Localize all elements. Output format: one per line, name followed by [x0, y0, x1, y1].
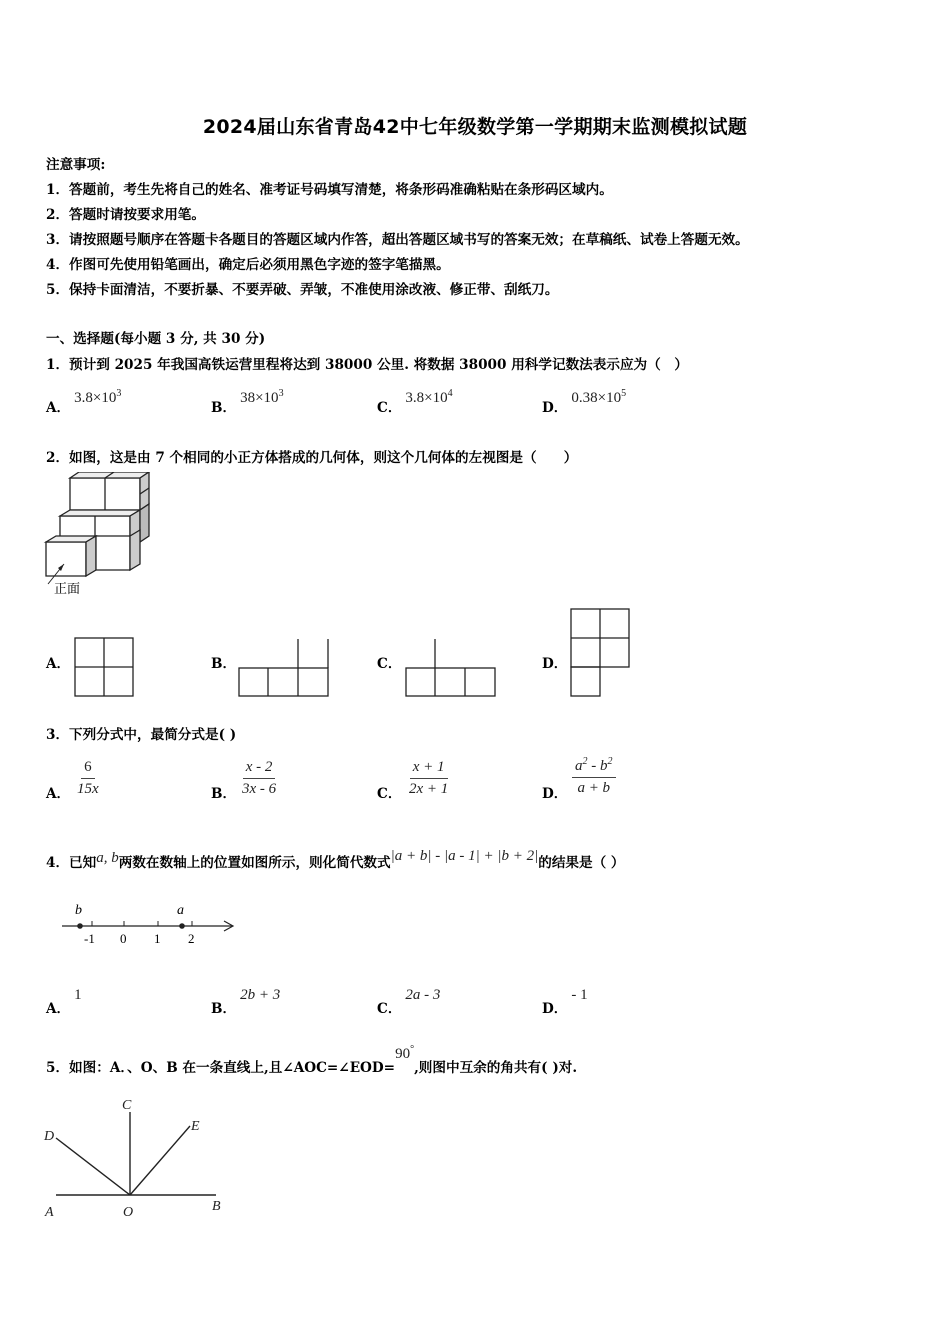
notice-item: 4．作图可先使用铅笔画出，确定后必须用黑色字迹的签字笔描黑。 — [46, 257, 450, 273]
q3-option-c-label: C． — [377, 786, 402, 802]
q4-option-b: $_{B.}$2b + 3 — [211, 987, 281, 1017]
q1-option-c: $_{C.}3.8\times 10^4$ — [377, 388, 453, 416]
front-label: 正面 — [54, 582, 81, 597]
q2-option-b-label: B． — [211, 656, 237, 672]
point-b-label: b — [75, 903, 82, 918]
q3-option-c-fraction: $\frac{x + 1}{2x + 1}$ — [409, 759, 449, 797]
question-1-stem: 1．预计到 2025 年我国高铁运营里程将达到 38000 公里. 将数据 38000 用科学记数法表示应为（ ） — [46, 357, 688, 373]
point-b-dot — [77, 923, 83, 929]
notice-item: 1．答题前，考生先将自己的姓名、准考证号码填写清楚，将条形码准确粘贴在条形码区域内。 — [46, 182, 613, 198]
q3-option-a-fraction: $\frac{6}{15x}$ — [77, 759, 99, 797]
angle-figure — [40, 1092, 240, 1222]
q3-option-d-label: D． — [542, 786, 568, 802]
q2-option-c-view — [405, 638, 497, 698]
notice-item: 5．保持卡面清洁，不要折暴、不要弄破、弄皱，不准使用涂改液、修正带、刮纸刀。 — [46, 282, 559, 298]
q1-option-d: $_{D.}0.38\times 10^5$ — [542, 388, 627, 416]
question-3-stem: 3．下列分式中，最简分式是( ) — [46, 727, 237, 743]
q4-option-d: $_{D.}$- 1 — [542, 987, 588, 1017]
tick-label: 2 — [188, 931, 195, 946]
q2-option-d-label: D． — [542, 656, 568, 672]
q3-option-b-label: B． — [211, 786, 237, 802]
q1-option-b: $_{B.}38\times 10^3$ — [211, 388, 284, 416]
notice-heading: 注意事项: — [46, 157, 106, 173]
q2-option-a-label: A． — [46, 656, 71, 672]
point-a-dot — [179, 923, 185, 929]
page-title: 2024届山东省青岛42中七年级数学第一学期期末监测模拟试题 — [202, 116, 748, 138]
q3-option-d-fraction: $\frac{a^2 - b^2}{a + b}$ — [572, 756, 616, 797]
question-5-stem: 5．如图：A．、O、B 在一条直线上,且∠AOC=∠EOD=90°,则图中互余的角共有( )对. — [46, 1044, 578, 1076]
label-O: O — [123, 1205, 134, 1220]
q4-option-a: $_{A.}$1 — [46, 987, 82, 1017]
number-line — [58, 898, 238, 950]
q2-option-c-label: C． — [377, 656, 402, 672]
point-a-label: a — [177, 903, 184, 918]
q3-option-a-label: A． — [46, 786, 71, 802]
tick-label: -1 — [84, 931, 95, 946]
notice-item: 2．答题时请按要求用笔。 — [46, 207, 205, 223]
q2-option-a-view — [74, 637, 134, 697]
q2-option-d-view — [570, 608, 632, 698]
notice-item: 3．请按照题号顺序在答题卡各题目的答题区域内作答，超出答题区域书写的答案无效；在草稿纸、试卷上答题无效。 — [46, 232, 749, 248]
label-A: A — [45, 1205, 54, 1220]
q3-option-b-fraction: $\frac{x - 2}{3x - 6}$ — [242, 759, 277, 797]
q2-option-b-view — [238, 638, 330, 698]
label-E: E — [191, 1119, 200, 1134]
label-C: C — [122, 1098, 132, 1113]
question-4-stem: 4．已知a, b两数在数轴上的位置如图所示，则化简代数式|a + b| - |a - 1| + |b + 2|的结果是（ ） — [46, 848, 625, 871]
label-D: D — [44, 1129, 55, 1144]
tick-label: 0 — [120, 931, 127, 946]
section-heading: 一、选择题(每小题 3 分, 共 30 分) — [46, 331, 266, 347]
label-B: B — [212, 1199, 221, 1214]
q4-option-c: $_{C.}$2a - 3 — [377, 987, 441, 1017]
question-2-stem: 2．如图，这是由 7 个相同的小正方体搭成的几何体，则这个几何体的左视图是（ ） — [46, 450, 578, 466]
tick-label: 1 — [154, 931, 161, 946]
q1-option-a: $_{A.}3.8\times 10^3$ — [46, 388, 122, 416]
